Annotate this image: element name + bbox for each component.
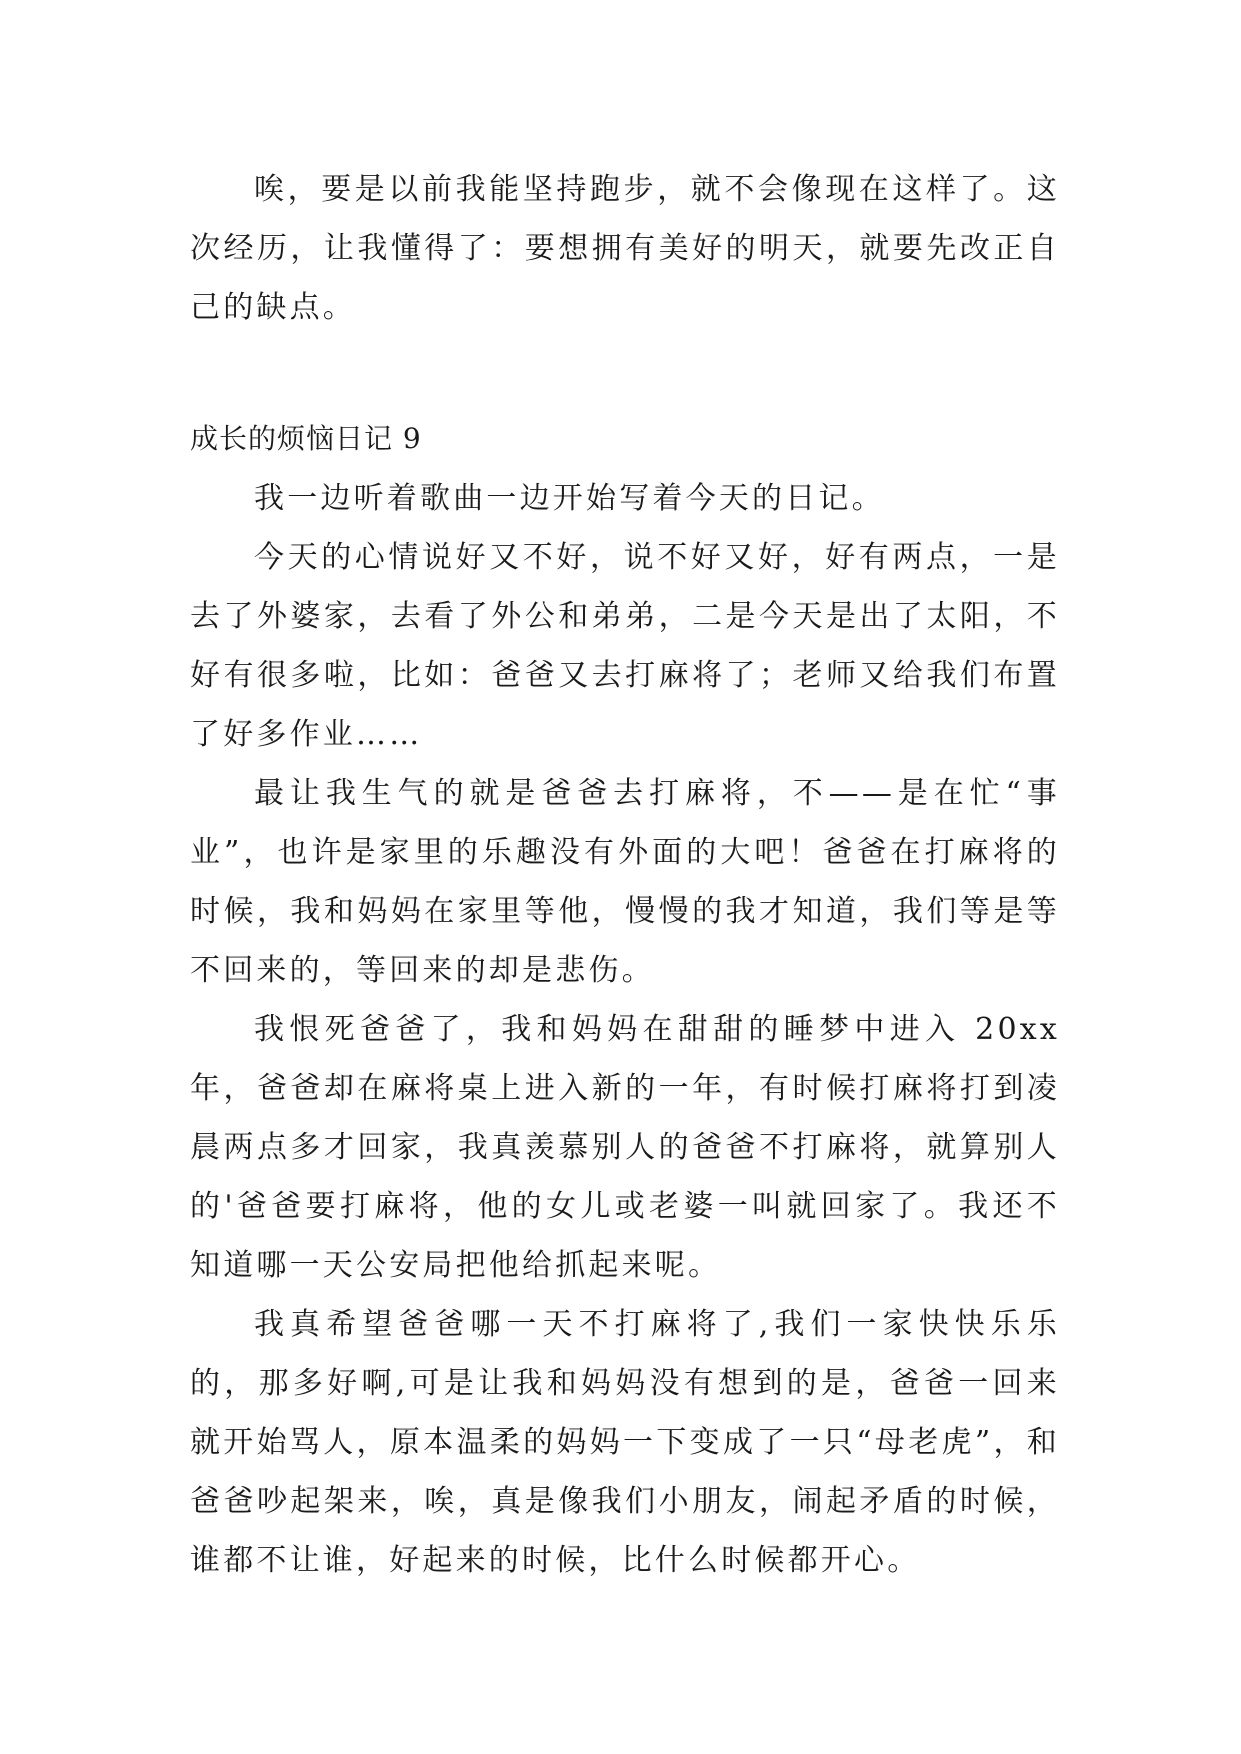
paragraph: 我一边听着歌曲一边开始写着今天的日记。	[254, 481, 885, 516]
paragraph: 今天的心情说好又不好，说不好又好，好有两点，一是去了外婆家，去看了外公和弟弟，二是今天是出了太阳，不好有很多啦，比如：爸爸又去打麻将了；老师又给我们布置了好多作业……	[190, 540, 1060, 752]
document-page	[190, 160, 1060, 1590]
paragraph: 我真希望爸爸哪一天不打麻将了,我们一家快快乐乐的，那多好啊,可是让我和妈妈没有想到的是，爸爸一回来就开始骂人，原本温柔的妈妈一下变成了一只“母老虎”，和爸爸吵起架来，唉，真是像我们小朋友，闹起矛盾的时候，谁都不让谁，好起来的时候，比什么时候都开心。	[190, 1307, 1060, 1578]
section-title: 成长的烦恼日记 9	[190, 422, 422, 455]
paragraph: 最让我生气的就是爸爸去打麻将，不——是在忙“事业”，也许是家里的乐趣没有外面的大吧！爸爸在打麻将的时候，我和妈妈在家里等他，慢慢的我才知道，我们等是等不回来的，等回来的却是悲伤。	[190, 776, 1060, 988]
paragraph: 我恨死爸爸了，我和妈妈在甜甜的睡梦中进入 20xx 年，爸爸却在麻将桌上进入新的一年，有时候打麻将打到凌晨两点多才回家，我真羡慕别人的爸爸不打麻将，就算别人的'爸爸要打麻将，他的女儿或老婆一叫就回家了。我还不知道哪一天公安局把他给抓起来呢。	[190, 1012, 1060, 1283]
intro-paragraph: 唉，要是以前我能坚持跑步，就不会像现在这样了。这次经历，让我懂得了：要想拥有美好的明天，就要先改正自己的缺点。	[190, 172, 1060, 325]
